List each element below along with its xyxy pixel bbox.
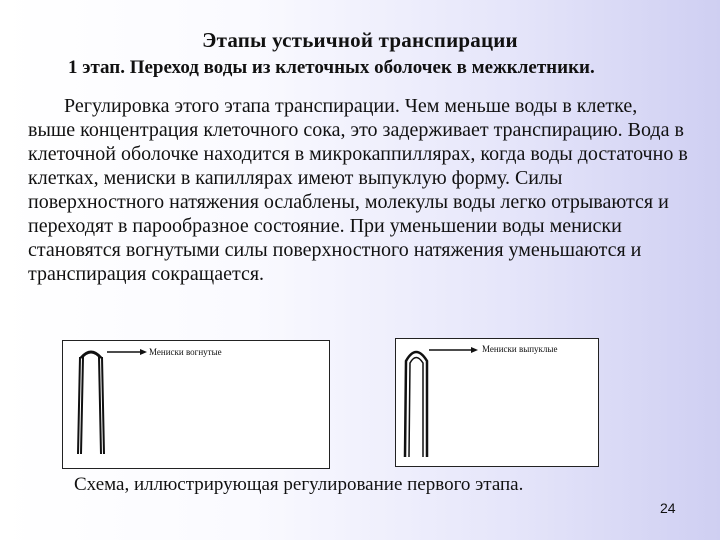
convex-capillary-diagram [396, 339, 598, 466]
figure-caption: Схема, иллюстрирующая регулирование первого этапа. [74, 474, 524, 495]
convex-meniscus-figure [395, 338, 599, 467]
slide-subtitle: 1 этап. Переход воды из клеточных оболочек в межклетники. [68, 57, 595, 78]
slide-title: Этапы устьичной транспирации [202, 28, 518, 52]
concave-meniscus-label: Мениски вогнутые [149, 347, 222, 357]
concave-meniscus-figure [62, 340, 330, 469]
body-paragraph: Регулировка этого этапа транспирации. Чем меньше воды в клетке, выше концентрация клеточного сока, это задерживает транспирацию. Вода в клеточной оболочке находится в микрокаппиллярах, когда воды достаточно в клетках, мениски в капиллярах имеют выпуклую форму. Силы поверхностного натяжения ослаблены, молекулы воды легко отрываются и переходят в парообразное состояние. При уменьшении воды мениски становятся вогнутыми силы поверхностного натяжения уменьшаются и транспирация сокращается. [28, 95, 688, 285]
concave-capillary-diagram [63, 341, 329, 468]
page-number: 24 [660, 500, 676, 516]
convex-meniscus-label: Мениски выпуклые [482, 344, 558, 354]
